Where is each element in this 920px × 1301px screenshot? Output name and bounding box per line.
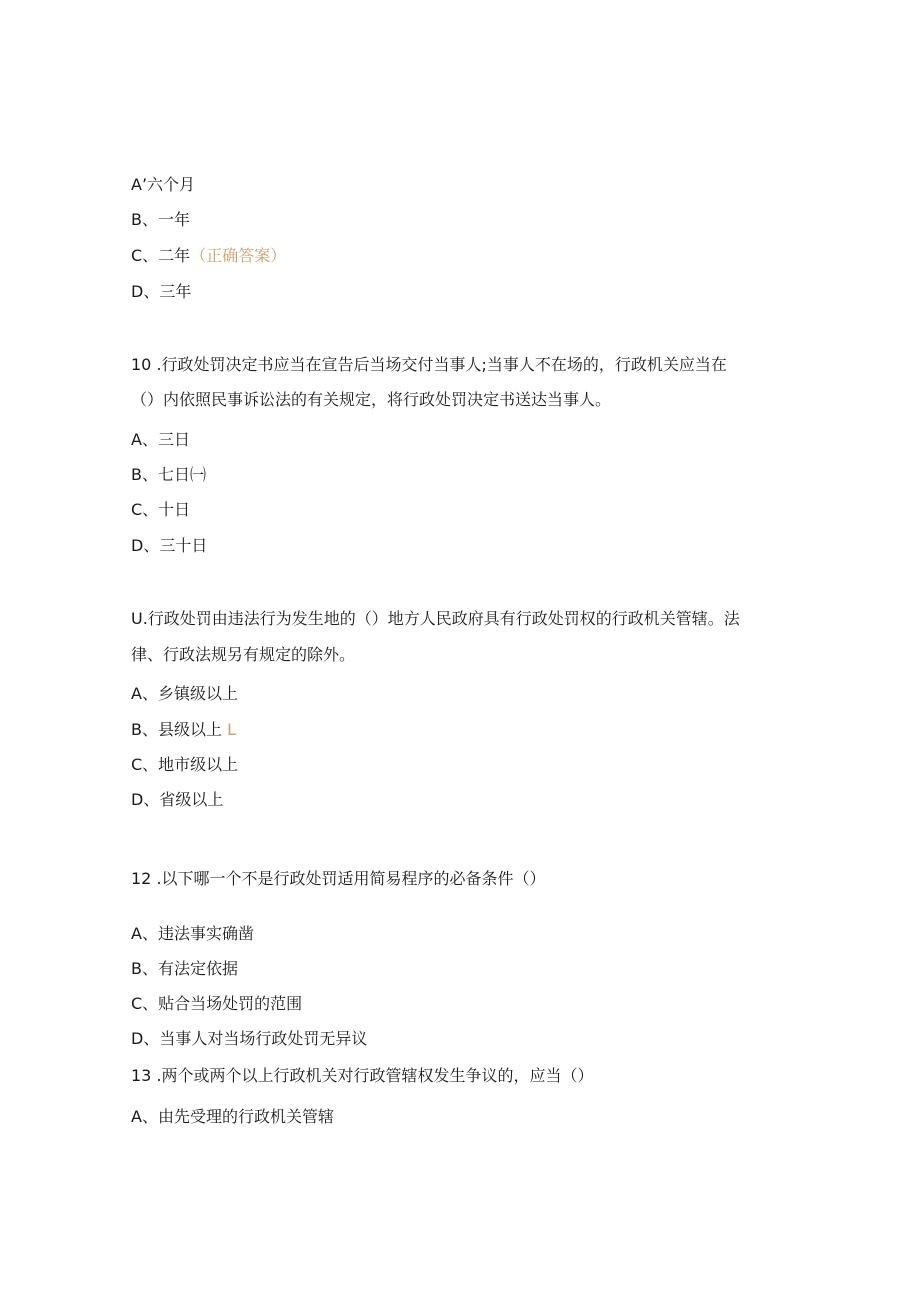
q12-option-c: C、贴合当场处罚的范围 [131, 994, 303, 1013]
question-13-line-1: 13 .两个或两个以上行政机关对行政管辖权发生争议的，应当（） [131, 1066, 594, 1085]
correct-answer-label: （正确答案） [190, 246, 287, 265]
q10-option-d: D、三十日 [131, 536, 208, 555]
option-b: B、一年 [131, 210, 190, 229]
q10-option-c: C、十日 [131, 500, 191, 519]
q10-option-b: B、七日㈠ [131, 465, 206, 484]
q11-option-d: D、省级以上 [131, 790, 224, 809]
q12-option-a: A、违法事实确凿 [131, 924, 254, 943]
answer-mark: L [227, 720, 236, 739]
q11-option-a: A、乡镇级以上 [131, 684, 238, 703]
q12-option-d: D、当事人对当场行政处罚无异议 [131, 1029, 368, 1048]
q13-option-a: A、由先受理的行政机关管辖 [131, 1107, 334, 1126]
q10-option-a: A、三日 [131, 430, 190, 449]
q11-option-c: C、地市级以上 [131, 755, 239, 774]
option-d: D、三年 [131, 282, 192, 301]
question-12-line-1: 12 .以下哪一个不是行政处罚适用简易程序的必备条件（） [131, 869, 546, 888]
option-c: C、二年（正确答案） [131, 246, 287, 265]
q11-option-b: B、县级以上 L [131, 720, 236, 739]
option-a: A’六个月 [131, 175, 196, 194]
question-10-line-1: 10 .行政处罚决定书应当在宣告后当场交付当事人;当事人不在场的，行政机关应当在 [131, 355, 727, 374]
question-10-line-2: （）内依照民事诉讼法的有关规定，将行政处罚决定书送达当事人。 [131, 390, 612, 409]
question-11-line-1: U.行政处罚由违法行为发生地的（）地方人民政府具有行政处罚权的行政机关管辖。法 [131, 609, 740, 628]
q12-option-b: B、有法定依据 [131, 959, 238, 978]
question-11-line-2: 律、行政法规另有规定的除外。 [131, 645, 356, 664]
